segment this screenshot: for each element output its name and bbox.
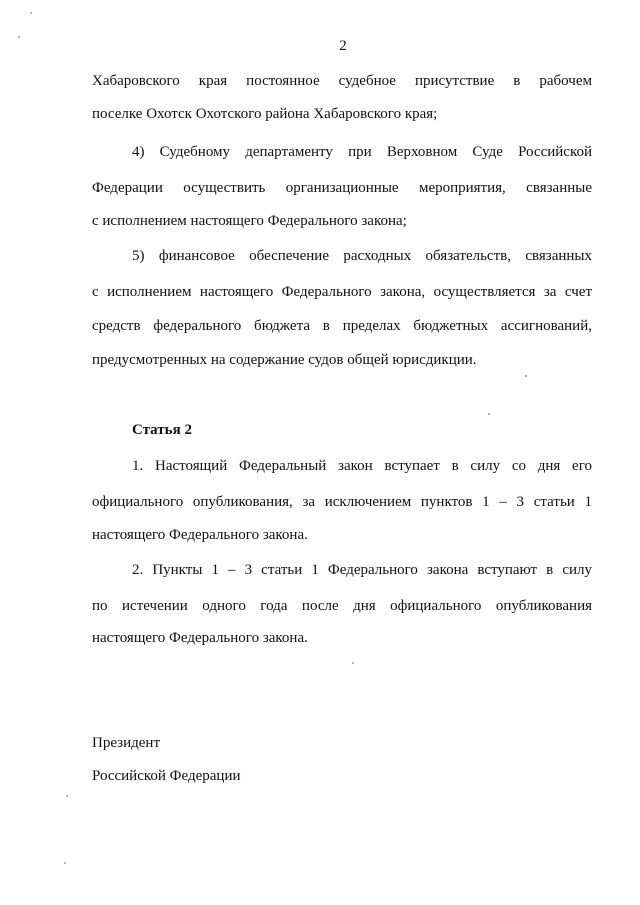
scan-speck: [18, 36, 20, 38]
signature-country: Российской Федерации: [92, 768, 241, 784]
paragraph-line: поселке Охотск Охотского района Хабаровского края;: [92, 106, 438, 122]
paragraph-line: 2. Пункты 1 – 3 статьи 1 Федерального закона вступают в силу: [132, 562, 592, 578]
scan-speck: [66, 795, 68, 797]
paragraph-line: 5) финансовое обеспечение расходных обязательств, связанных: [132, 248, 592, 264]
scan-speck: [488, 413, 490, 415]
paragraph-line: официального опубликования, за исключением пунктов 1 – 3 статьи 1: [92, 494, 592, 510]
scan-speck: [30, 12, 32, 14]
article-heading: Статья 2: [132, 422, 192, 438]
paragraph-line: по истечении одного года после дня официального опубликования: [92, 598, 592, 614]
paragraph-line: настоящего Федерального закона.: [92, 527, 308, 543]
paragraph-line: предусмотренных на содержание судов общей юрисдикции.: [92, 352, 477, 368]
paragraph-line: 4) Судебному департаменту при Верховном Суде Российской: [132, 144, 592, 160]
scan-speck: [64, 862, 66, 864]
paragraph-line: настоящего Федерального закона.: [92, 630, 308, 646]
paragraph-line: средств федерального бюджета в пределах бюджетных ассигнований,: [92, 318, 592, 334]
scan-speck: [352, 662, 354, 664]
paragraph-line: Федерации осуществить организационные мероприятия, связанные: [92, 180, 592, 196]
paragraph-line: с исполнением настоящего Федерального закона;: [92, 213, 407, 229]
signature-title: Президент: [92, 735, 160, 751]
paragraph-line: Хабаровского края постоянное судебное присутствие в рабочем: [92, 73, 592, 89]
page-number: 2: [339, 38, 347, 54]
paragraph-line: с исполнением настоящего Федерального закона, осуществляется за счет: [92, 284, 592, 300]
scan-speck: [525, 375, 527, 377]
paragraph-line: 1. Настоящий Федеральный закон вступает в силу со дня его: [132, 458, 592, 474]
